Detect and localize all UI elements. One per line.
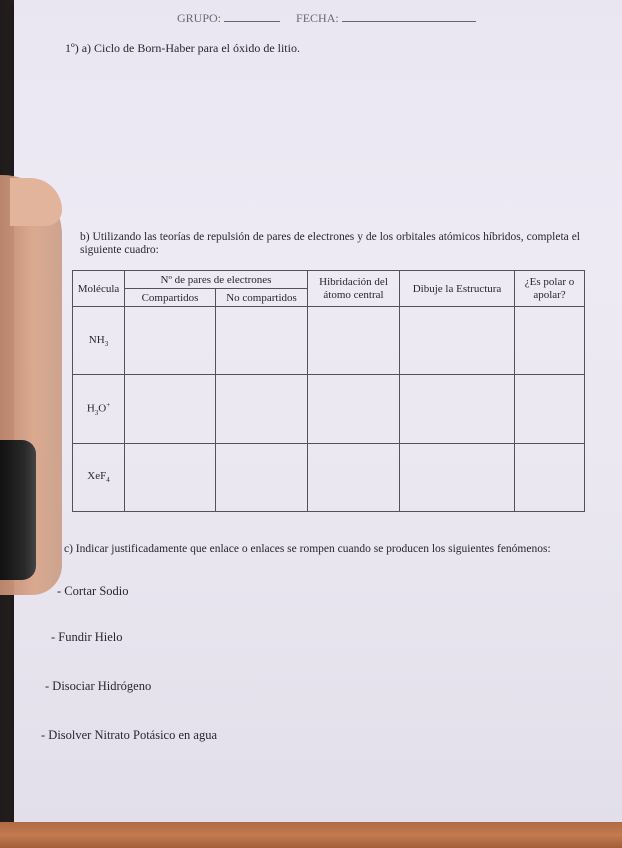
header-hybridization: Hibridación del átomo central <box>308 271 400 307</box>
cell-polarity <box>515 307 585 375</box>
molecule-xef4: XeF$_4$ <box>73 443 125 511</box>
cell-structure <box>400 307 515 375</box>
header-unshared: No compartidos <box>216 289 308 307</box>
cell-hybridization <box>308 443 400 511</box>
cell-shared <box>125 307 216 375</box>
question-c: c) Indicar justificadamente que enlace o enlaces se rompen cuando se producen los siguientes fenómenos: <box>64 543 551 555</box>
cell-unshared <box>216 443 308 511</box>
table-row <box>73 307 585 375</box>
cell-shared <box>125 443 216 511</box>
cell-structure <box>400 375 515 443</box>
desk-surface <box>0 822 622 848</box>
phenomenon-dissociate-hydrogen: - Disociar Hidrógeno <box>45 679 152 693</box>
date-label: FECHA: <box>296 11 339 25</box>
molecule-h3o: $H_3O^+$ <box>73 375 125 443</box>
header-shared: Compartidos <box>125 289 216 307</box>
cell-polarity <box>515 443 585 511</box>
table-row <box>73 375 585 443</box>
group-blank <box>224 11 280 22</box>
molecule-nh3: $NH_3$ <box>73 307 125 375</box>
cell-shared <box>125 375 216 443</box>
cell-unshared <box>216 375 308 443</box>
header-draw-structure: Dibuje la Estructura <box>400 271 515 307</box>
header-molecule: Molécula <box>73 271 125 307</box>
group-label: GRUPO: <box>177 11 222 25</box>
table-row <box>73 443 585 511</box>
phenomenon-melt-ice: - Fundir Hielo <box>51 630 123 644</box>
header-line <box>177 11 476 26</box>
cell-unshared <box>216 307 308 375</box>
cell-hybridization <box>308 307 400 375</box>
wristwatch <box>0 440 36 580</box>
date-blank <box>342 11 476 22</box>
header-electron-pairs: Nº de pares de electrones <box>125 271 308 289</box>
question-a: 1º) a) Ciclo de Born-Haber para el óxido de litio. <box>65 41 300 55</box>
question-b: b) Utilizando las teorías de repulsión de pares de electrones y de los orbitales atómicos híbridos, completa el siguiente cuadro: <box>80 231 580 256</box>
header-polarity: ¿Es polar o apolar? <box>515 271 585 307</box>
cell-structure <box>400 443 515 511</box>
phenomenon-cut-sodium: - Cortar Sodio <box>57 584 129 598</box>
cell-hybridization <box>308 375 400 443</box>
phenomenon-dissolve-nitrate: - Disolver Nitrato Potásico en agua <box>41 728 217 742</box>
vsepr-table <box>72 270 585 512</box>
cell-polarity <box>515 375 585 443</box>
